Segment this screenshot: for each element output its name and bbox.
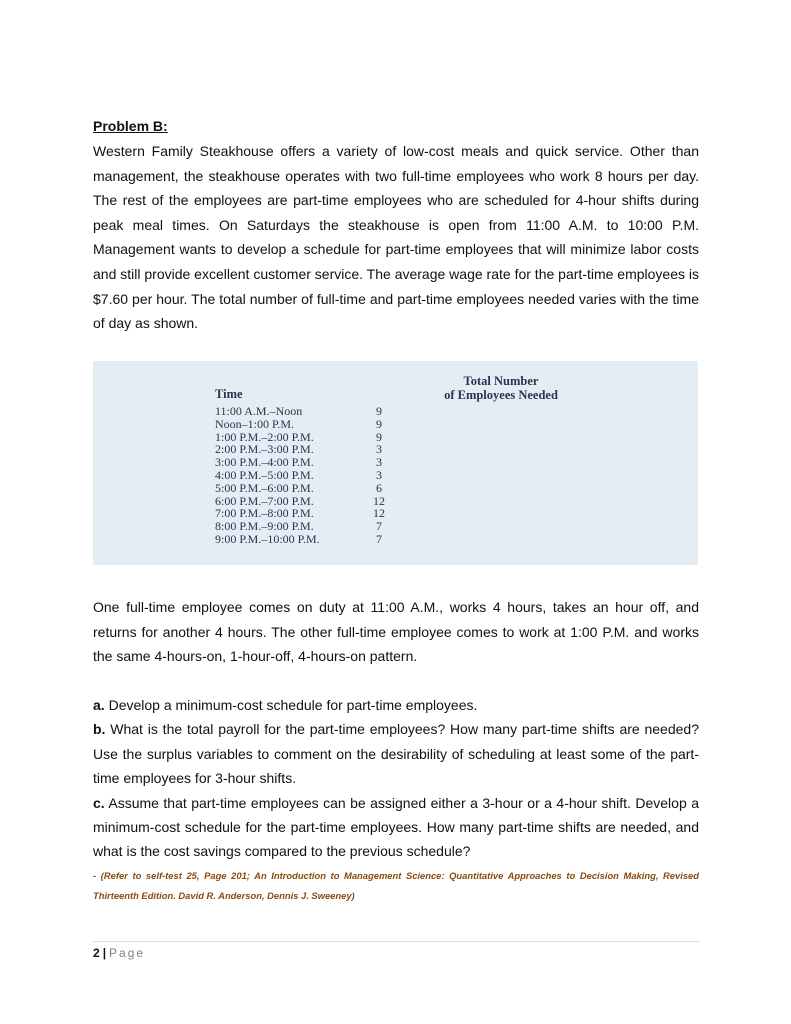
question-text: Assume that part-time employees can be assigned either a 3-hour or a 4-hour shift. Develop a minimum-cost schedule for the part-time employees. How many part-time shifts are needed, and what is the cost savings compared to the previous schedule? — [93, 794, 699, 860]
time-cell: 9:00 P.M.–10:00 P.M. — [215, 531, 320, 546]
needed-cell: 7 — [376, 531, 382, 546]
time-column-header: Time — [215, 387, 243, 401]
table-row — [215, 469, 615, 482]
table-row — [215, 533, 615, 546]
time-cell: 8:00 P.M.–9:00 P.M. — [215, 519, 314, 534]
time-cell: 11:00 A.M.–Noon — [215, 404, 303, 418]
needed-cell: 3 — [376, 467, 382, 482]
question-text: Develop a minimum-cost schedule for part-time employees. — [108, 697, 478, 713]
table-row — [215, 418, 615, 431]
table-row — [215, 482, 615, 495]
employees-needed-header-line1: Total Number — [463, 374, 539, 388]
time-cell: 6:00 P.M.–7:00 P.M. — [215, 493, 314, 508]
needed-cell: 9 — [376, 429, 382, 444]
employees-needed-header-line2: of Employees Needed — [444, 388, 558, 402]
question-a — [93, 693, 699, 717]
page-label: Page — [109, 946, 146, 960]
time-cell: 2:00 P.M.–3:00 P.M. — [215, 442, 314, 457]
question-label: a. — [93, 697, 105, 713]
needed-cell: 3 — [376, 455, 382, 470]
needed-cell: 12 — [373, 506, 385, 521]
employees-needed-column-header — [403, 374, 599, 402]
question-c — [93, 791, 699, 864]
table-row — [215, 405, 615, 418]
time-cell: 5:00 P.M.–6:00 P.M. — [215, 480, 314, 495]
time-cell: 7:00 P.M.–8:00 P.M. — [215, 506, 314, 521]
needed-cell: 9 — [376, 404, 382, 418]
needed-cell: 3 — [376, 442, 382, 457]
time-cell: 1:00 P.M.–2:00 P.M. — [215, 429, 314, 444]
page-number: 2 — [93, 946, 100, 960]
reference-note: - (Refer to self-test 25, Page 201; An Introduction to Management Science: Quantitative Approaches to Decision Making, Revised Thirteenth Edition. David R. Anderson, Dennis J. Sweeney) — [93, 870, 699, 901]
needed-cell: 12 — [373, 493, 385, 508]
problem-heading: Problem B: — [93, 118, 168, 134]
time-cell: 4:00 P.M.–5:00 P.M. — [215, 467, 314, 482]
needed-cell: 7 — [376, 519, 382, 534]
needed-cell: 9 — [376, 416, 382, 431]
time-cell: Noon–1:00 P.M. — [215, 416, 295, 431]
question-b — [93, 717, 699, 790]
problem-intro-paragraph: Western Family Steakhouse offers a variety of low-cost meals and quick service. Other than management, the steakhouse operates with two full-time employees who work 8 hours per day. The rest of the employees are part-time employees who are scheduled for 4-hour shifts during peak meal times. On Saturdays the steakhouse is open from 11:00 A.M. to 10:00 P.M. Management wants to develop a schedule for part-time employees that will minimize labor costs and still provide excellent customer service. The average wage rate for the part-time employees is $7.60 per hour. The total number of full-time and part-time employees needed varies with the time of day as shown. — [93, 143, 699, 332]
question-label: c. — [93, 794, 105, 811]
time-cell: 3:00 P.M.–4:00 P.M. — [215, 455, 314, 470]
question-text: What is the total payroll for the part-time employees? How many part-time shifts are needed? Use the surplus variables to comment on the desirability of scheduling at least some of the part-time employees for 3-hour shifts. — [93, 721, 699, 787]
footer-divider — [93, 941, 700, 942]
needed-cell: 6 — [376, 480, 382, 495]
employee-requirements-table — [93, 361, 698, 565]
question-list — [93, 693, 699, 864]
table-body — [215, 405, 615, 546]
question-label: b. — [93, 721, 106, 738]
duty-schedule-paragraph: One full-time employee comes on duty at 11:00 A.M., works 4 hours, takes an hour off, and returns for another 4 hours. The other full-time employee comes to work at 1:00 P.M. and works the same 4-hours-on, 1-hour-off, 4-hours-on pattern. — [93, 599, 699, 665]
page-footer — [93, 945, 145, 961]
footer-separator: | — [102, 946, 107, 960]
